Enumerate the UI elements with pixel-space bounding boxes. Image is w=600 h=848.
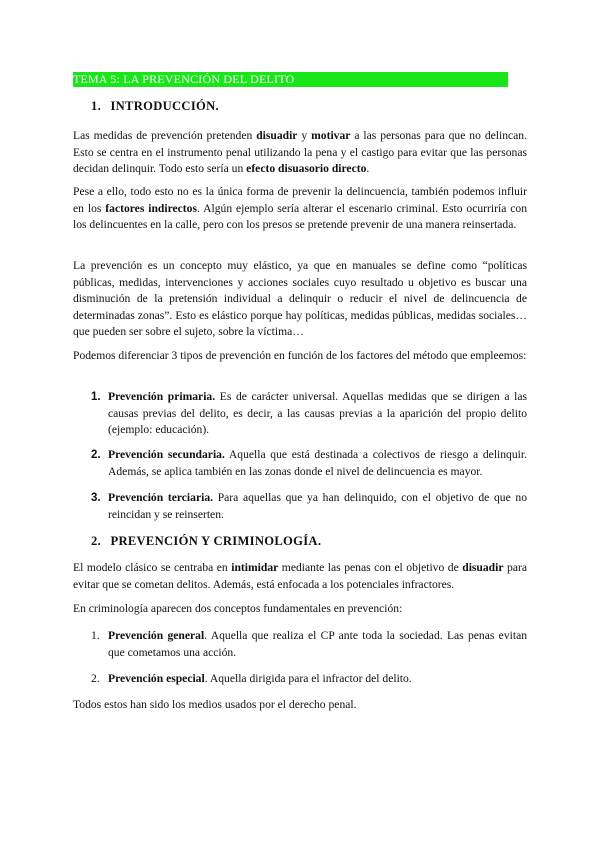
paragraph-intro-3: La prevención es un concepto muy elástico, ya que en manuales se define como “políticas públicas, medidas, intervenciones y acciones sociales cuyo resultado u objetivo es buscar una disminución de la pretensión individual a delinquir o reducir el nivel de delincuencia de determinadas zonas”. Esto es elástico porque hay políticas, medidas públicas, medidas sociales… que pueden ser sobre el sujeto, sobre la víctima…: [73, 259, 527, 338]
section-number: 2.: [91, 534, 102, 548]
list-item-prevencion-general: [91, 628, 527, 661]
text-run: a las personas para que no delincan. Esto se centra en el instrumento penal utilizando la pena y el castigo para evitar que las personas decidan delinquir. Todo esto sería un: [73, 129, 527, 175]
list-number: 2.: [91, 449, 101, 461]
text-run: y: [297, 129, 312, 142]
text-run: Las medidas de prevención pretenden: [73, 129, 257, 142]
list-text: . Aquella que realiza el CP ante toda la sociedad. Las penas evitan que cometamos una acción.: [108, 629, 528, 659]
paragraph-criminologia-3: Todos estos han sido los medios usados por el derecho penal.: [73, 698, 357, 711]
bold-term: efecto disuasorio directo: [246, 162, 367, 175]
list-term: Prevención secundaria.: [108, 448, 225, 461]
list-item-prevencion-especial: [91, 671, 527, 688]
paragraph-intro-2: [73, 184, 527, 234]
paragraph-criminologia-1: [73, 560, 527, 593]
document-title: TEMA 5: LA PREVENCIÓN DEL DELITO: [73, 72, 508, 87]
list-text: Aquella que está destinada a colectivos de riesgo a delinquir. Además, se aplica también en las zonas donde el nivel de delincuencia es mayor.: [108, 448, 527, 478]
bold-term: intimidar: [231, 561, 279, 574]
paragraph-intro-4: Podemos diferenciar 3 tipos de prevención en función de los factores del método que empleemos:: [73, 349, 527, 362]
text-run: .: [366, 162, 370, 175]
text-run: Pese a ello, todo esto no es la única forma de prevenir la delincuencia, también podemos influir en los: [73, 185, 527, 215]
list-number: 2.: [91, 672, 100, 685]
section-heading-introduccion: [91, 98, 219, 115]
text-run: para evitar que se cometan delitos. Además, está enfocada a los potenciales infractores.: [73, 561, 527, 591]
list-number: 3.: [91, 492, 101, 504]
bold-term: disuadir: [256, 129, 298, 142]
section-number: 1.: [91, 99, 102, 113]
section-heading-prevencion-criminologia: [91, 533, 321, 550]
list-text: Es de carácter universal. Aquellas medidas que se dirigen a las causas previas del delito, es decir, a las causas previas a la aparición del propio delito (ejemplo: educación).: [108, 390, 527, 436]
bold-term: motivar: [311, 129, 351, 142]
section-title: PREVENCIÓN Y CRIMINOLOGÍA.: [110, 534, 322, 548]
list-number: 1.: [91, 629, 100, 642]
bold-term: factores indirectos: [105, 201, 197, 215]
list-text: . Aquella dirigida para el infractor del delito.: [204, 672, 412, 685]
list-term: Prevención especial: [108, 672, 205, 685]
bold-term: disuadir: [462, 561, 504, 574]
list-term: Prevención general: [108, 629, 205, 642]
paragraph-intro-1: [73, 128, 527, 178]
list-term: Prevención terciaria.: [108, 491, 214, 504]
section-title: INTRODUCCIÓN.: [110, 99, 219, 113]
text-run: . Algún ejemplo sería alterar el escenario criminal. Esto ocurriría con los delincuentes en la calle, pero con los presos se pretende prevenir de una manera reinsertada.: [73, 201, 527, 231]
list-item-prevencion-primaria: [91, 389, 527, 439]
paragraph-criminologia-2: En criminología aparecen dos conceptos fundamentales en prevención:: [73, 602, 403, 615]
text-run: mediante las penas con el objetivo de: [278, 561, 463, 574]
list-item-prevencion-secundaria: [91, 447, 527, 480]
text-run: El modelo clásico se centraba en: [73, 561, 232, 574]
list-item-prevencion-terciaria: [91, 490, 527, 523]
list-term: Prevención primaria.: [108, 390, 216, 403]
list-text: Para aquellas que ya han delinquido, con el objetivo de que no reincidan y se reinserten.: [108, 491, 527, 521]
list-number: 1.: [91, 391, 101, 403]
